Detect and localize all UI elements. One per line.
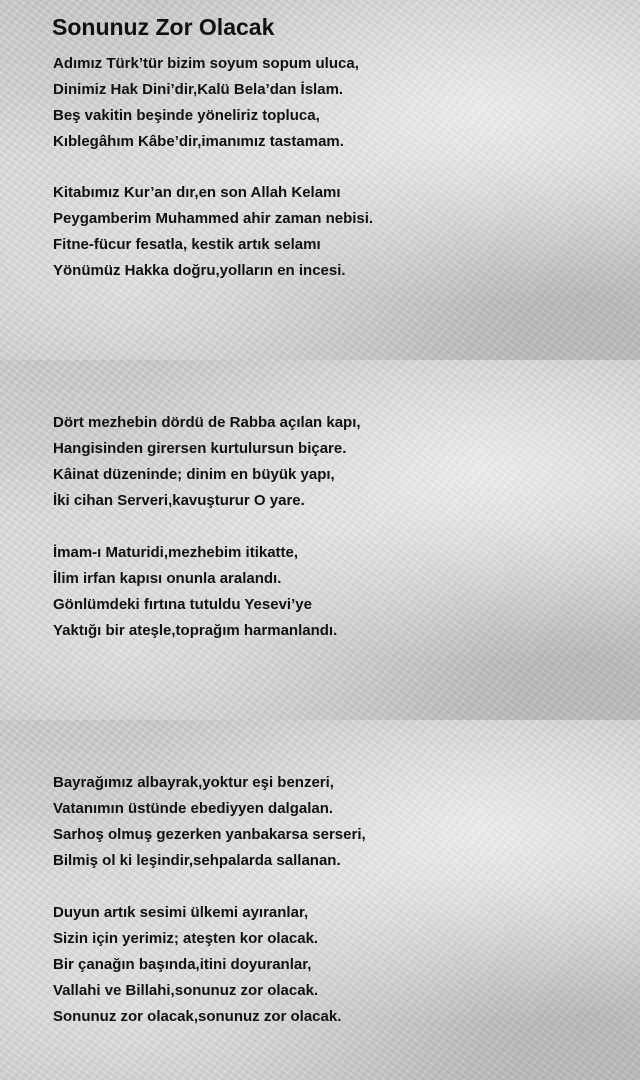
poem-title: Sonunuz Zor Olacak bbox=[52, 14, 275, 40]
poem-line: Yaktığı bir ateşle,toprağım harmanlandı. bbox=[53, 622, 338, 639]
stanza bbox=[53, 51, 359, 155]
stanza bbox=[53, 770, 366, 874]
poem-line: Fitne-fücur fesatla, kestik artık selamı bbox=[53, 236, 321, 253]
poem-line: Sarhoş olmuş gezerken yanbakarsa serseri, bbox=[53, 826, 366, 843]
poem-line: Dinimiz Hak Dini’dir,Kalü Bela’dan İslam. bbox=[53, 81, 344, 98]
poem-line: Bir çanağın başında,itini doyuranlar, bbox=[53, 956, 312, 973]
poem-line: Vatanımın üstünde ebediyyen dalgalan. bbox=[53, 800, 334, 817]
poem-line: Bayrağımız albayrak,yoktur eşi benzeri, bbox=[53, 774, 334, 791]
poem-line: Kıblegâhım Kâbe’dir,imanımız tastamam. bbox=[53, 133, 344, 150]
poem-line: Adımız Türk’tür bizim soyum sopum uluca, bbox=[53, 55, 359, 72]
poem-line: İlim irfan kapısı onunla aralandı. bbox=[53, 570, 282, 587]
poem-line: Vallahi ve Billahi,sonunuz zor olacak. bbox=[53, 982, 319, 999]
poem-line: Dört mezhebin dördü de Rabba açılan kapı, bbox=[53, 414, 361, 431]
poem-panel-2 bbox=[0, 360, 640, 720]
stanza bbox=[53, 410, 361, 514]
poem-line: Kitabımız Kur’an dır,en son Allah Kelamı bbox=[53, 184, 341, 201]
poem-line: Hangisinden girersen kurtulursun biçare. bbox=[53, 440, 347, 457]
stanza bbox=[53, 540, 337, 644]
poem-line: Sonunuz zor olacak,sonunuz zor olacak. bbox=[53, 1008, 342, 1025]
poem-line: Peygamberim Muhammed ahir zaman nebisi. bbox=[53, 210, 374, 227]
poem-line: Kâinat düzeninde; dinim en büyük yapı, bbox=[53, 466, 335, 483]
poem-line: Beş vakitin beşinde yöneliriz topluca, bbox=[53, 107, 320, 124]
stanza bbox=[53, 180, 373, 284]
poem-panel-3 bbox=[0, 720, 640, 1080]
poem-line: Yönümüz Hakka doğru,yolların en incesi. bbox=[53, 262, 346, 279]
stanza bbox=[53, 900, 341, 1030]
poem-line: Bilmiş ol ki leşindir,sehpalarda sallanan. bbox=[53, 852, 341, 869]
poem-line: İki cihan Serveri,kavuşturur O yare. bbox=[53, 492, 305, 509]
poem-line: Gönlümdeki fırtına tutuldu Yesevi’ye bbox=[53, 596, 312, 613]
poem-line: Duyun artık sesimi ülkemi ayıranlar, bbox=[53, 904, 309, 921]
poem-line: Sizin için yerimiz; ateşten kor olacak. bbox=[53, 930, 319, 947]
poem-line: İmam-ı Maturidi,mezhebim itikatte, bbox=[53, 544, 299, 561]
poem-panel-1 bbox=[0, 0, 640, 360]
